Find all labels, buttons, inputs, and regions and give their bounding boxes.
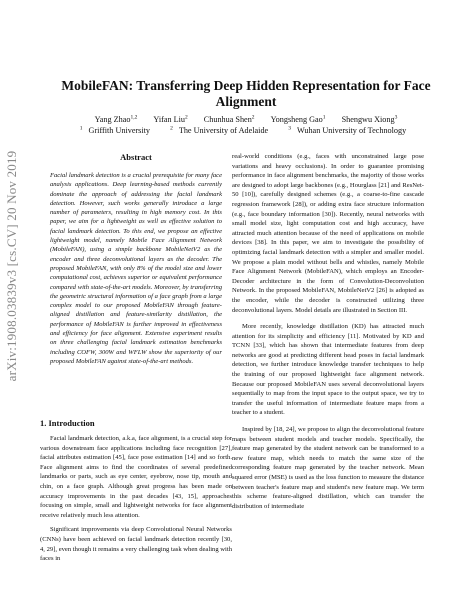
body-paragraph: Inspired by [18, 24], we propose to align the deconvolutional feature maps between student models and teacher models. Specifically, the feature map generated by the student network can be transformed to a new feature map, which needs to match the same size of the corresponding feature map generated by the teacher network. Mean squared error (MSE) is used as the loss function to measure the distance between teacher's feature map and student's new feature map. We term this scheme feature-aligned distillation, which can transfer the distribution of intermediate [232, 426, 424, 510]
section-heading-introduction: 1. Introduction [40, 418, 95, 428]
affiliation: $^2$ The University of Adelaide [170, 125, 269, 135]
arxiv-identifier: arXiv:1908.03839v3 [cs.CV] 20 Nov 2019 [4, 150, 19, 382]
abstract-text: Facial landmark detection is a crucial prerequisite for many face analysis applications. Deep learning-based methods currently dominate the approach of addressing the facial landmark detection. However, such works generally introduce a large number of parameters, resulting in high memory cost. In this paper, we aim for a lightweight as well as effective solution to facial landmark detection. To this end, we propose an effective lightweight model, namely Mobile Face Alignment Network (MobileFAN), using a simple backbone MobileNetV2 as the encoder and three deconvolutional layers as the decoder. The proposed MobileFAN, with only 8% of the model size and lower computational cost, achieves superior or equivalent performance compared with state-of-the-art models. Moreover, by transferring the geometric structural information of a face graph from a large complex model to our proposed MobileFAN through feature-aligned distillation and feature-similarity distillation, the performance of MobileFAN is further improved in effectiveness and efficiency for face alignment. Extensive experiment results on three challenging facial landmark estimation benchmarks including COFW, 300W and WFLW show the superiority of our proposed MobileFAN against state-of-the-art methods. [50, 172, 222, 365]
author-list [40, 114, 452, 124]
author: Yang Zhao$^{1,2}$ [94, 114, 138, 124]
author: Yifan Liu$^2$ [153, 114, 188, 124]
affiliation-list [40, 125, 452, 135]
body-paragraph: More recently, knowledge distillation (KD) has attracted much attention for its simplicity and efficiency [11]. Motivated by KD and TCNN [33], which has shown that intermediate features from deep networks are good at predicting different head poses in facial landmark detection, we further introduce knowledge transfer techniques to help the training of our proposed lightweight face alignment network. Because our proposed MobileFAN uses several deconvolutional layers sequentially to map from the input space to the output space, we try to transfer the useful information of intermediate feature maps from a teacher to a student. [232, 323, 424, 417]
paper-title: MobileFAN: Transferring Deep Hidden Representation for Face Alignment [61, 78, 431, 109]
body-paragraph: real-world conditions (e.g., faces with unconstrained large pose variations and heavy occlusions). In order to guarantee promising performance in face alignment benchmarks, the majority of those works are designed to adopt large backbones (e.g., Hourglass [21] and ResNet-50 [10]), carefully designed schemes (e.g., a coarse-to-fine cascade regression framework [28]), or adding extra face structure information (e.g., face boundary information [30]). Recently, neural networks with small model size, light computation cost and high accuracy, have attracted much attention because of the need of applications on mobile devices [38]. In this paper, we aim to investigate the possibility of optimizing facial landmark detection with a simpler and smaller model. We propose a plain model without bells and whistles, namely Mobile Face Alignment Network (MobileFAN), which employs an Encoder-Decoder architecture in the form of Convolution-Deconvolution Network. In the proposed MobileFAN, MobileNetV2 [26] is adopted as the encoder, while the decoder is constructed utilizing three deconvolutional layers. Model details are illustrated in Section III. [232, 153, 424, 314]
affiliation: $^1$ Griffith University [79, 125, 151, 135]
affiliation: $^3$ Wuhan University of Technology [288, 125, 407, 135]
intro-paragraph: Facial landmark detection, a.k.a, face alignment, is a crucial step for various downstream face applications including face recognition [27], facial attributes estimation [45], face pose estimation [14] and so forth. Face alignment aims to find the coordinates of several predefined landmarks or parts, such as eye center, eyebrow, nose tip, mouth and chin, on a face graph. Although great progress has been made on accuracy improvements in the past decades [43, 15], approaches focusing on simple, small and lightweight networks for face alignment receive relatively much less attention. [40, 435, 232, 519]
right-column-body [232, 152, 424, 518]
author: Yongsheng Gao$^1$ [270, 114, 326, 124]
abstract-heading: Abstract [120, 152, 152, 162]
intro-paragraph: Significant improvements via deep Convolutional Neural Networks (CNNs) have been achieved on facial landmark detection recently [30, 4, 29], even though it remains a very challenging task when dealing with faces in [40, 526, 232, 563]
author: Chunhua Shen$^2$ [203, 114, 255, 124]
arxiv-sidebar [0, 0, 32, 600]
author: Shengwu Xiong$^3$ [341, 114, 398, 124]
introduction-body [40, 434, 232, 569]
